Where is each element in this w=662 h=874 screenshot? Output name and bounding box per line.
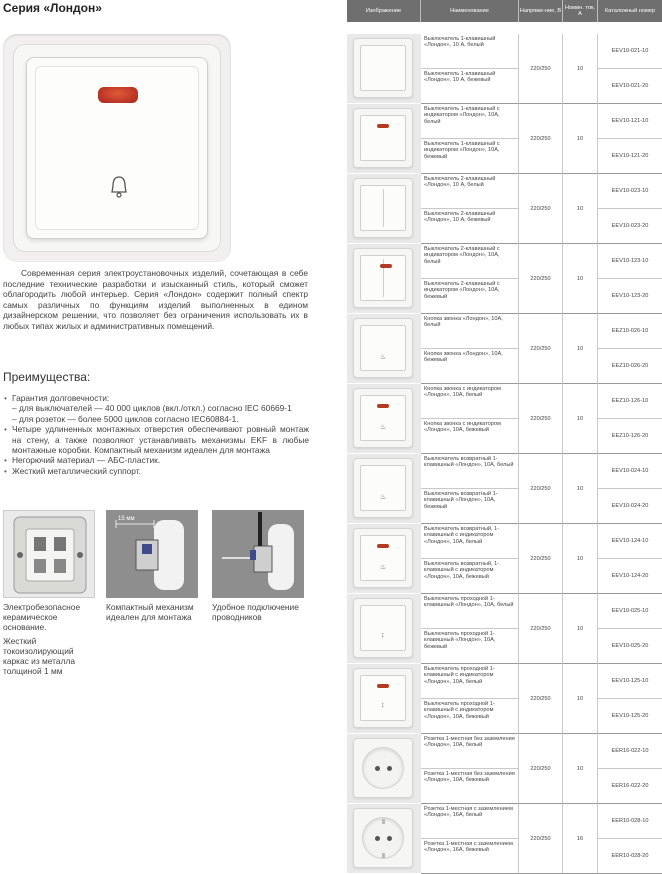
product-thumbnail bbox=[353, 458, 413, 518]
switch-key-icon bbox=[360, 255, 406, 301]
catalog-number-white: EEV10-123-10 bbox=[598, 244, 662, 279]
voltage-value: 220/250 bbox=[519, 174, 563, 244]
product-name-beige: Выключатель 1-клавишный с индикатором «Лондон», 10А, бежевый bbox=[421, 139, 519, 174]
switch-key-icon: ↕ bbox=[360, 605, 406, 651]
catalog-number-white: EEV10-125-10 bbox=[598, 664, 662, 699]
indicator-led bbox=[98, 87, 138, 103]
photo-ceramic-base bbox=[3, 510, 95, 598]
product-name-beige: Выключатель 2-клавишный «Лондон», 10 А, бежевый bbox=[421, 209, 519, 244]
table-row bbox=[347, 174, 662, 244]
catalog-number-white: EER16-022-10 bbox=[598, 734, 662, 769]
advantage-durability-switches: – для выключателей — 40 000 циклов (вкл./откл.) согласно IEC 60669-1 bbox=[12, 403, 292, 414]
product-name-beige: Розетка 1-местная без заземления «Лондон», 10А, бежевый bbox=[421, 769, 519, 804]
product-thumbnail bbox=[353, 598, 413, 658]
switch-key-icon: ♨ bbox=[360, 465, 406, 511]
product-name-white: Выключатель возвратный, 1-клавишный с индикатором «Лондон», 10А, белый bbox=[421, 524, 519, 559]
product-name-white: Выключатель 2-клавишный «Лондон», 10 А, белый bbox=[421, 174, 519, 209]
catalog-number-white: EEZ10-126-10 bbox=[598, 384, 662, 419]
voltage-value: 220/250 bbox=[519, 664, 563, 734]
product-thumbnail bbox=[353, 808, 413, 868]
catalog-number-beige: EEV10-123-20 bbox=[598, 279, 662, 314]
table-header bbox=[347, 0, 662, 22]
photo-wire-connection bbox=[212, 510, 304, 598]
caption-wire-connection: Удобное подключение проводников bbox=[212, 602, 299, 622]
switch-key-icon bbox=[360, 45, 406, 91]
product-image-cell bbox=[347, 384, 421, 454]
product-thumbnail bbox=[353, 38, 413, 98]
product-name-white: Выключатель возвратный 1-клавишный «Лондон», 10А, белый bbox=[421, 454, 519, 489]
switch-key-icon: ♨ bbox=[360, 395, 406, 441]
product-image-cell bbox=[347, 174, 421, 244]
catalog-number-white: EEV10-025-10 bbox=[598, 594, 662, 629]
product-name-white: Кнопка звонка «Лондон», 10А, белый bbox=[421, 314, 519, 349]
advantage-holes: • Четыре удлиненных монтажных отверстия обеспечивают ровный монтаж на стену, а также позволяют устанавливать механизмы EKF в любые монтажные коробки. Компактный механизм идеален для монтажа bbox=[3, 424, 309, 455]
voltage-value: 220/250 bbox=[519, 104, 563, 174]
product-name-beige: Выключатель 2-клавишный с индикатором «Лондон», 10А, бежевый bbox=[421, 279, 519, 314]
caption-metal-frame: Жесткий токоизолирующий каркас из металла толщиной 1 мм bbox=[3, 636, 75, 676]
advantage-support: • Жесткий металлический суппорт. bbox=[3, 466, 309, 476]
intro-paragraph: Современная серия электроустановочных изделий, сочетающая в себе последние технические разработки и изысканный стиль, который сможет облагородить любой интерьер. Серия «Лондон» содержит полный спектр самых различных по функциям изделий выполненных в едином дизайнерском решении, что позволяет без ограничения использовать их в любых типах жилых и административных помещений. bbox=[3, 268, 308, 331]
product-name-white: Выключатель 2-клавишный с индикатором «Лондон», 10А, белый bbox=[421, 244, 519, 279]
product-name-white: Выключатель проходной 1-клавишный «Лондон», 10А, белый bbox=[421, 594, 519, 629]
advantage-durability-sockets: – для розеток — более 5000 циклов согласно IEC60884-1. bbox=[12, 413, 239, 424]
product-thumbnail bbox=[353, 108, 413, 168]
switch-key bbox=[35, 66, 199, 230]
table-row bbox=[347, 734, 662, 804]
product-image-cell bbox=[347, 524, 421, 594]
product-image-cell bbox=[347, 454, 421, 524]
header-current: Номин. ток, А bbox=[563, 0, 598, 22]
table-row bbox=[347, 244, 662, 314]
current-value: 10 bbox=[563, 734, 598, 804]
product-thumbnail bbox=[353, 388, 413, 448]
switch-key-icon: ♨ bbox=[360, 535, 406, 581]
hero-product-image bbox=[3, 34, 231, 262]
catalog-number-white: EEZ10-026-10 bbox=[598, 314, 662, 349]
current-value: 10 bbox=[563, 384, 598, 454]
catalog-number-beige: EEV10-125-20 bbox=[598, 699, 662, 734]
catalog-number-beige: EEV10-121-20 bbox=[598, 139, 662, 174]
caption-ceramic-base: Электробезопасное керамическое основание. bbox=[3, 602, 81, 632]
catalog-number-beige: EER10-028-20 bbox=[598, 839, 662, 874]
catalog-number-beige: EEV10-124-20 bbox=[598, 559, 662, 594]
product-name-beige: Выключатель проходной 1-клавишный с индикатором «Лондон», 10А, бежевый bbox=[421, 699, 519, 734]
voltage-value: 220/250 bbox=[519, 314, 563, 384]
voltage-value: 220/250 bbox=[519, 454, 563, 524]
current-value: 10 bbox=[563, 594, 598, 664]
header-name: Наименование bbox=[421, 0, 519, 22]
product-thumbnail bbox=[353, 318, 413, 378]
advantage-material: • Негорючий материал — АБС-пластик. bbox=[3, 455, 309, 465]
current-value: 10 bbox=[563, 244, 598, 314]
table-row bbox=[347, 34, 662, 104]
current-value: 10 bbox=[563, 454, 598, 524]
advantage-durability-label: Гарантия долговечности: bbox=[12, 393, 110, 403]
advantages-list bbox=[3, 393, 309, 476]
product-image-cell bbox=[347, 804, 421, 874]
table-row bbox=[347, 524, 662, 594]
voltage-value: 220/250 bbox=[519, 804, 563, 874]
catalog-number-white: EEV10-121-10 bbox=[598, 104, 662, 139]
socket-icon bbox=[362, 747, 404, 789]
product-thumbnail bbox=[353, 248, 413, 308]
catalog-number-beige: EEV10-023-20 bbox=[598, 209, 662, 244]
product-image-cell bbox=[347, 664, 421, 734]
voltage-value: 220/250 bbox=[519, 384, 563, 454]
catalog-number-beige: EEV10-021-20 bbox=[598, 69, 662, 104]
advantages-title: Преимущества: bbox=[3, 370, 91, 384]
product-name-beige: Выключатель 1-клавишный «Лондон», 10 А, бежевый bbox=[421, 69, 519, 104]
table-row bbox=[347, 594, 662, 664]
table-row bbox=[347, 384, 662, 454]
current-value: 10 bbox=[563, 524, 598, 594]
table-row bbox=[347, 314, 662, 384]
product-thumbnail bbox=[353, 178, 413, 238]
header-catalog: Каталожный номер bbox=[604, 7, 656, 14]
catalog-number-white: EER10-028-10 bbox=[598, 804, 662, 839]
voltage-value: 220/250 bbox=[519, 734, 563, 804]
product-name-white: Кнопка звонка с индикатором «Лондон», 10А, белый bbox=[421, 384, 519, 419]
product-image-cell bbox=[347, 104, 421, 174]
bell-icon bbox=[108, 175, 130, 199]
product-image-cell bbox=[347, 734, 421, 804]
left-column bbox=[0, 0, 320, 874]
product-name-white: Выключатель проходной 1-клавишный с индикатором «Лондон», 10А, белый bbox=[421, 664, 519, 699]
switch-key-icon bbox=[360, 185, 406, 231]
product-name-beige: Выключатель проходной 1-клавишный «Лондон», 10А, бежевый bbox=[421, 629, 519, 664]
product-name-white: Розетка 1-местная с заземлением «Лондон», 16А, белый bbox=[421, 804, 519, 839]
product-image-cell bbox=[347, 594, 421, 664]
product-thumbnail bbox=[353, 528, 413, 588]
switch-frame bbox=[26, 57, 208, 239]
switch-plate bbox=[13, 44, 221, 252]
catalog-number-beige: EEV10-024-20 bbox=[598, 489, 662, 524]
catalog-number-beige: EEZ10-126-20 bbox=[598, 419, 662, 454]
catalog-number-white: EEV10-124-10 bbox=[598, 524, 662, 559]
product-thumbnail bbox=[353, 738, 413, 798]
product-image-cell bbox=[347, 34, 421, 104]
product-image-cell bbox=[347, 244, 421, 314]
product-image-cell bbox=[347, 314, 421, 384]
photo-compact-mechanism bbox=[106, 510, 198, 598]
catalog-number-white: EEV10-021-10 bbox=[598, 34, 662, 69]
switch-key-icon: ↕ bbox=[360, 675, 406, 721]
product-thumbnail bbox=[353, 668, 413, 728]
socket-icon bbox=[362, 817, 404, 859]
catalog-number-white: EEV10-024-10 bbox=[598, 454, 662, 489]
header-voltage: Напряже-ние, В bbox=[519, 0, 563, 22]
table-row bbox=[347, 664, 662, 734]
product-name-white: Выключатель 1-клавишный с индикатором «Лондон», 10А, белый bbox=[421, 104, 519, 139]
product-name-white: Розетка 1-местная без заземления «Лондон», 10А, белый bbox=[421, 734, 519, 769]
voltage-value: 220/250 bbox=[519, 244, 563, 314]
product-name-beige: Кнопка звонка «Лондон», 10А, бежевый bbox=[421, 349, 519, 384]
switch-key-icon bbox=[360, 115, 406, 161]
catalog-number-beige: EEV10-025-20 bbox=[598, 629, 662, 664]
table-row bbox=[347, 804, 662, 874]
current-value: 10 bbox=[563, 34, 598, 104]
product-name-beige: Выключатель возвратный 1-клавишный «Лондон», 10А, бежевый bbox=[421, 489, 519, 524]
voltage-value: 220/250 bbox=[519, 34, 563, 104]
current-value: 10 bbox=[563, 664, 598, 734]
current-value: 10 bbox=[563, 104, 598, 174]
switch-key-icon: ♨ bbox=[360, 325, 406, 371]
table-row bbox=[347, 454, 662, 524]
advantage-durability bbox=[3, 393, 309, 424]
ceramic-base-illustration bbox=[4, 511, 96, 599]
table-row bbox=[347, 104, 662, 174]
current-value: 10 bbox=[563, 174, 598, 244]
caption-compact-mechanism: Компактный механизм идеален для монтажа bbox=[106, 602, 194, 622]
dimension-label: 15 мм bbox=[118, 516, 135, 522]
compact-mechanism-illustration bbox=[106, 510, 198, 598]
voltage-value: 220/250 bbox=[519, 524, 563, 594]
catalog-number-beige: EER16-022-20 bbox=[598, 769, 662, 804]
voltage-value: 220/250 bbox=[519, 594, 563, 664]
series-title: Серия «Лондон» bbox=[3, 1, 102, 15]
product-name-beige: Кнопка звонка с индикатором «Лондон», 10А, бежевый bbox=[421, 419, 519, 454]
header-image: Изображение bbox=[347, 0, 421, 22]
product-name-beige: Розетка 1-местная с заземлением «Лондон», 16А, бежевый bbox=[421, 839, 519, 874]
current-value: 10 bbox=[563, 314, 598, 384]
wire-connection-illustration bbox=[212, 510, 304, 598]
catalog-number-beige: EEZ10-026-20 bbox=[598, 349, 662, 384]
catalog-number-white: EEV10-023-10 bbox=[598, 174, 662, 209]
product-name-beige: Выключатель возвратный, 1-клавишный с индикатором «Лондон», 10А, бежевый bbox=[421, 559, 519, 594]
current-value: 16 bbox=[563, 804, 598, 874]
product-name-white: Выключатель 1-клавишный «Лондон», 10 А, белый bbox=[421, 34, 519, 69]
